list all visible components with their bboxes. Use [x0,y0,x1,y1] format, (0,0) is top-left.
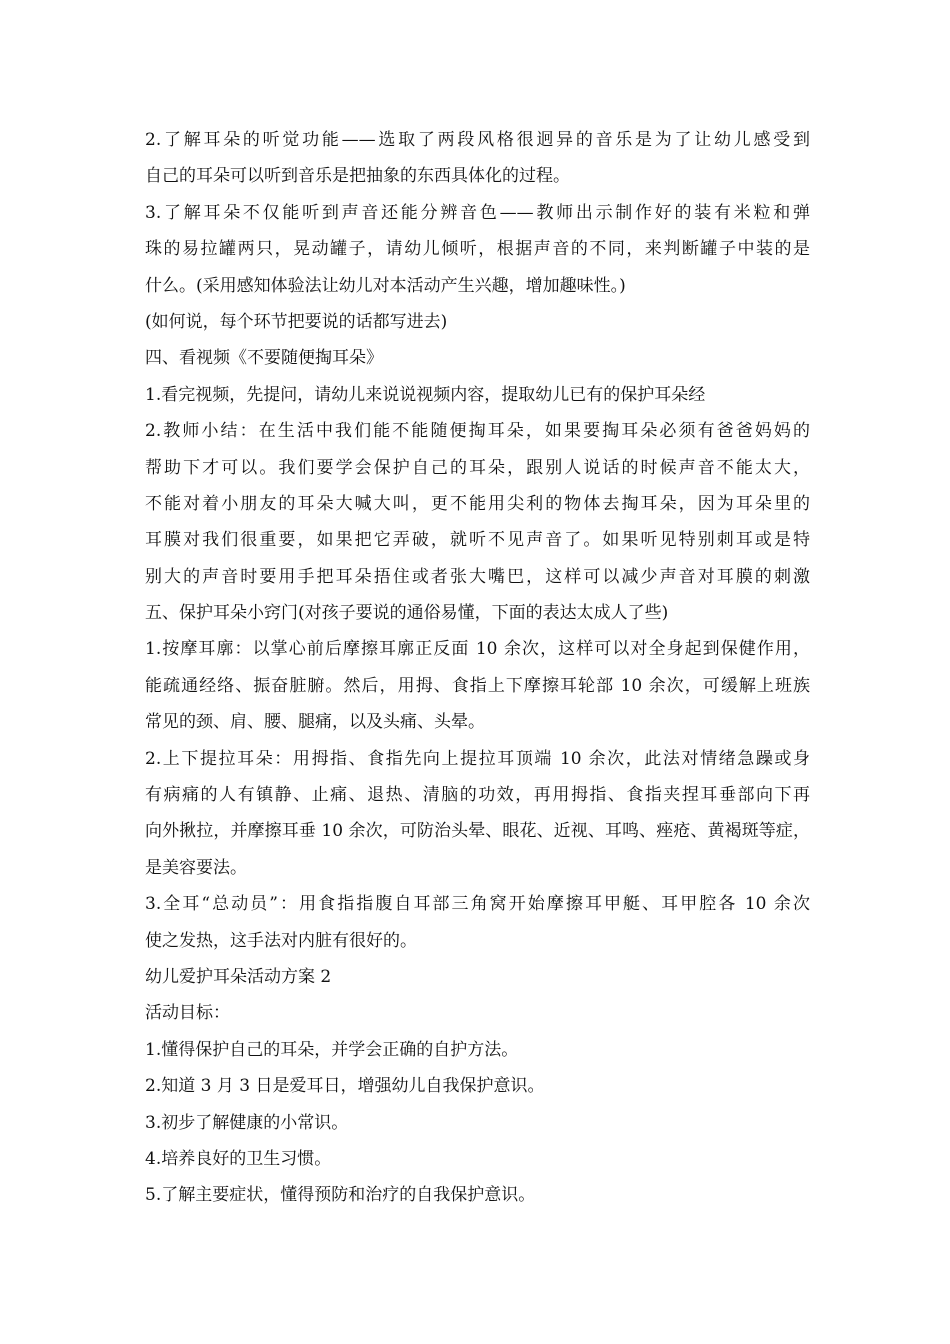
text-line: 什么。(采用感知体验法让幼儿对本活动产生兴趣，增加趣味性。) [145,275,626,296]
text-line: 4.培养良好的卫生习惯。 [145,1148,332,1169]
text-line: 使之发热，这手法对内脏有很好的。 [145,930,417,951]
text-line: 不能对着小朋友的耳朵大喊大叫，更不能用尖利的物体去掏耳朵，因为耳朵里的 [145,493,810,514]
text-line: 2.了解耳朵的听觉功能——选取了两段风格很迥异的音乐是为了让幼儿感受到 [145,130,810,150]
text-line: 幼儿爱护耳朵活动方案 2 [145,966,332,987]
text-line: 1.看完视频，先提问，请幼儿来说说视频内容，提取幼儿已有的保护耳朵经 [145,384,706,405]
text-line: 是美容要法。 [145,857,247,878]
text-line: 3.全耳“总动员”：用食指指腹自耳部三角窝开始摩擦耳甲艇、耳甲腔各 10 余次 [145,894,810,915]
text-line: 四、看视频《不要随便掏耳朵》 [145,348,383,369]
text-line: (如何说，每个环节把要说的话都写进去) [145,311,448,332]
text-line: 向外揪拉，并摩擦耳垂 10 余次，可防治头晕、眼花、近视、耳鸣、痤疮、黄褐斑等症， [145,821,810,842]
text-line: 3.初步了解健康的小常识。 [145,1112,349,1133]
text-line: 1.按摩耳廓：以掌心前后摩擦耳廓正反面 10 余次，这样可以对全身起到保健作用， [145,639,810,660]
text-line: 2.教师小结：在生活中我们能不能随便掏耳朵，如果要掏耳朵必须有爸爸妈妈的 [145,421,810,442]
text-line: 2.知道 3 月 3 日是爱耳日，增强幼儿自我保护意识。 [145,1076,545,1097]
text-line: 帮助下才可以。我们要学会保护自己的耳朵，跟别人说话的时候声音不能太大， [145,457,810,478]
document-body [145,122,810,1214]
text-line: 别大的声音时要用手把耳朵捂住或者张大嘴巴，这样可以减少声音对耳膜的刺激 [145,566,810,587]
text-line: 自己的耳朵可以听到音乐是把抽象的东西具体化的过程。 [145,166,570,187]
text-line: 有病痛的人有镇静、止痛、退热、清脑的功效，再用拇指、食指夹捏耳垂部向下再 [145,785,810,806]
text-line: 耳膜对我们很重要，如果把它弄破，就听不见声音了。如果听见特别刺耳或是特 [145,530,810,551]
text-line: 珠的易拉罐两只，晃动罐子，请幼儿倾听，根据声音的不同，来判断罐子中装的是 [145,239,810,260]
text-line: 1.懂得保护自己的耳朵，并学会正确的自护方法。 [145,1039,519,1060]
text-line: 3.了解耳朵不仅能听到声音还能分辨音色——教师出示制作好的装有米粒和弹 [145,202,810,223]
text-line: 活动目标： [145,1003,230,1024]
text-line: 2.上下提拉耳朵：用拇指、食指先向上提拉耳顶端 10 余次，此法对情绪急躁或身 [145,748,810,769]
text-line: 常见的颈、肩、腰、腿痛，以及头痛、头晕。 [145,712,485,733]
text-line: 5.了解主要症状，懂得预防和治疗的自我保护意识。 [145,1185,536,1206]
text-line: 能疏通经络、振奋脏腑。然后，用拇、食指上下摩擦耳轮部 10 余次，可缓解上班族 [145,675,810,696]
text-line: 五、保护耳朵小窍门(对孩子要说的通俗易懂，下面的表达太成人了些) [145,603,669,624]
